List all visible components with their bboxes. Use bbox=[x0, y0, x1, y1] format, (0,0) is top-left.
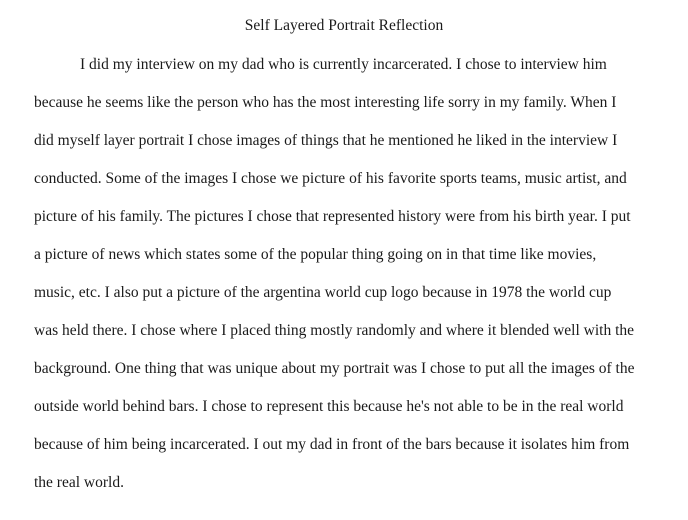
paragraph-line-5: picture of his family. The pictures I chose that represented history were from his birth year. I put bbox=[34, 208, 631, 225]
paragraph-line-7: music, etc. I also put a picture of the argentina world cup logo because in 1978 the world cup bbox=[34, 284, 612, 301]
paragraph-line-8: was held there. I chose where I placed thing mostly randomly and where it blended well with the bbox=[34, 322, 635, 339]
paragraph-line-9: background. One thing that was unique about my portrait was I chose to put all the images of the bbox=[34, 360, 635, 377]
paragraph-line-11: because of him being incarcerated. I out my dad in front of the bars because it isolates him from bbox=[34, 436, 630, 453]
paragraph-line-1: I did my interview on my dad who is currently incarcerated. I chose to interview him bbox=[80, 56, 607, 73]
document-title: Self Layered Portrait Reflection bbox=[244, 17, 444, 34]
paragraph-line-3: did myself layer portrait I chose images of things that he mentioned he liked in the interview I bbox=[34, 132, 618, 149]
paragraph-line-10: outside world behind bars. I chose to represent this because he's not able to be in the real world bbox=[34, 398, 624, 415]
paragraph-line-6: a picture of news which states some of the popular thing going on in that time like movies, bbox=[34, 246, 597, 263]
paragraph-line-2: because he seems like the person who has the most interesting life sorry in my family. When I bbox=[34, 94, 617, 111]
paragraph-line-4: conducted. Some of the images I chose we picture of his favorite sports teams, music artist, and bbox=[34, 170, 627, 187]
paragraph-line-12: the real world. bbox=[34, 474, 124, 491]
